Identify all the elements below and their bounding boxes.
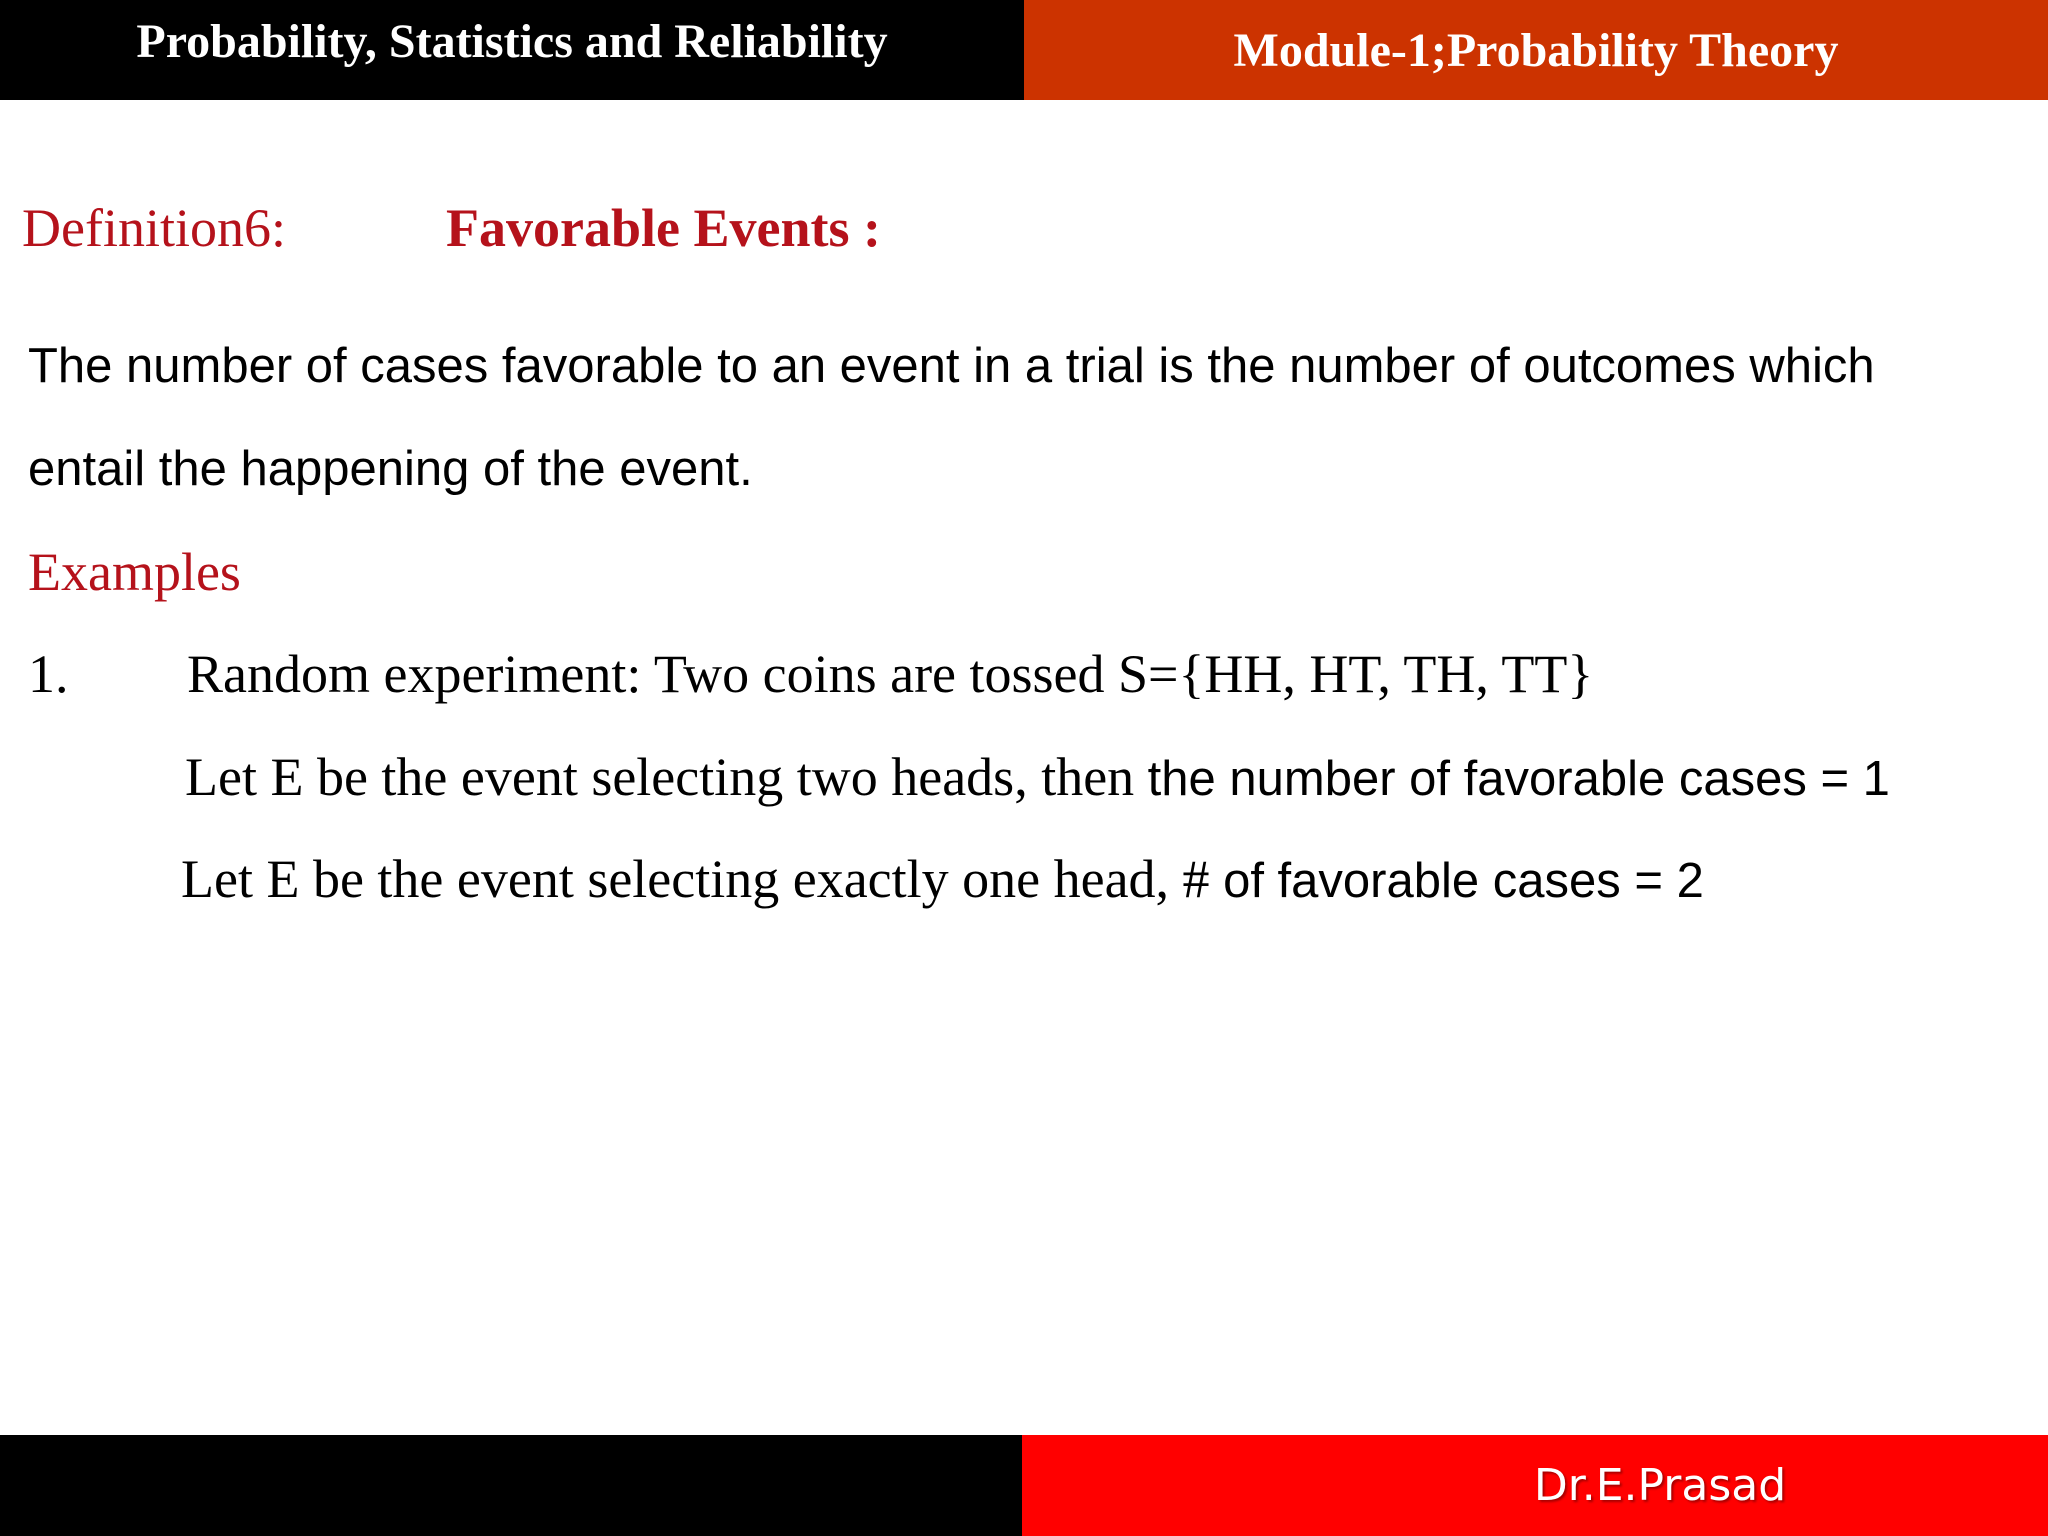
definition-label: Definition6:: [22, 198, 286, 258]
definition-term: Favorable Events :: [446, 198, 881, 258]
body-line-2: entail the happening of the event.: [28, 442, 753, 496]
example-sub-line-1: [185, 746, 1890, 808]
example-number: 1.: [28, 644, 69, 704]
example-sub-line-1-serif: Let E be the event selecting two heads, then: [185, 747, 1148, 807]
course-title: Probability, Statistics and Reliability: [136, 14, 888, 68]
example-sub-line-2-serif: Let E be the event selecting exactly one head, #: [181, 849, 1224, 909]
examples-heading: Examples: [28, 542, 241, 602]
header-course-bar: [0, 0, 1024, 100]
module-title: Module-1;Probability Theory: [1233, 23, 1839, 77]
example-sub-line-2: [181, 848, 1704, 910]
header-module-bar: [1024, 0, 2048, 100]
example-sub-line-2-sans: of favorable cases = 2: [1223, 854, 1704, 908]
body-line-1: The number of cases favorable to an event in a trial is the number of outcomes which: [28, 339, 1875, 393]
footer-author-bar: [1022, 1435, 2048, 1536]
footer-author: Dr.E.Prasad: [1533, 1460, 1787, 1511]
example-sub-line-1-sans: the number of favorable cases = 1: [1147, 752, 1890, 806]
example-text: Random experiment: Two coins are tossed S={HH, HT, TH, TT}: [187, 644, 1594, 704]
footer-left-bar: [0, 1435, 1022, 1536]
